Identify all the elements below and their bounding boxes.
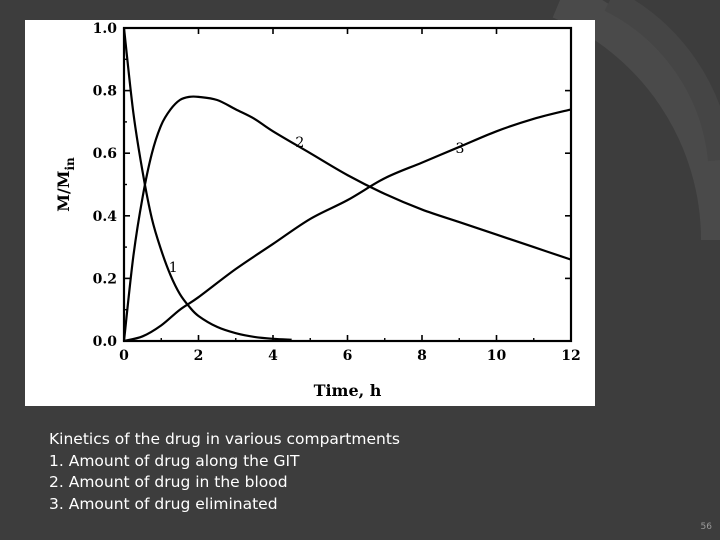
caption-item-1: 1. Amount of drug along the GIT xyxy=(49,451,300,470)
y-tick-label: 0.0 xyxy=(92,334,117,350)
x-tick-label: 8 xyxy=(417,348,427,364)
chart-axes xyxy=(124,28,571,341)
series-label-3: 3 xyxy=(455,141,465,158)
chart-panel xyxy=(25,20,595,406)
series-line-1 xyxy=(124,28,292,340)
figure-caption xyxy=(49,429,609,515)
caption-title: Kinetics of the drug in various compartments xyxy=(49,430,400,448)
series-label-1: 1 xyxy=(168,260,178,277)
series-line-3 xyxy=(124,109,571,341)
x-tick-label: 0 xyxy=(119,348,129,364)
chart-series xyxy=(124,28,571,341)
plot-frame xyxy=(124,28,571,341)
series-label-2: 2 xyxy=(295,134,305,151)
y-axis-label-subscript: in xyxy=(63,157,77,171)
x-tick-label: 10 xyxy=(486,348,507,364)
x-tick-label: 2 xyxy=(193,348,204,364)
x-tick-label: 6 xyxy=(342,348,353,364)
y-tick-label: 0.4 xyxy=(92,208,117,225)
y-axis-label-main: M/M xyxy=(54,170,73,212)
y-tick-label: 0.8 xyxy=(92,83,117,100)
chart xyxy=(25,20,595,406)
slide-number: 56 xyxy=(700,522,712,532)
chart-text xyxy=(54,21,581,400)
x-tick-label: 12 xyxy=(561,348,581,364)
caption-item-3: 3. Amount of drug eliminated xyxy=(49,494,278,513)
y-tick-label: 0.2 xyxy=(92,271,117,288)
caption-item-2: 2. Amount of drug in the blood xyxy=(49,473,288,491)
x-axis-label: Time, h xyxy=(313,381,382,400)
y-axis-label xyxy=(54,157,77,212)
x-tick-label: 4 xyxy=(268,348,278,364)
y-tick-label: 1.0 xyxy=(92,21,117,37)
series-line-2 xyxy=(124,96,571,341)
y-tick-label: 0.6 xyxy=(92,146,117,163)
